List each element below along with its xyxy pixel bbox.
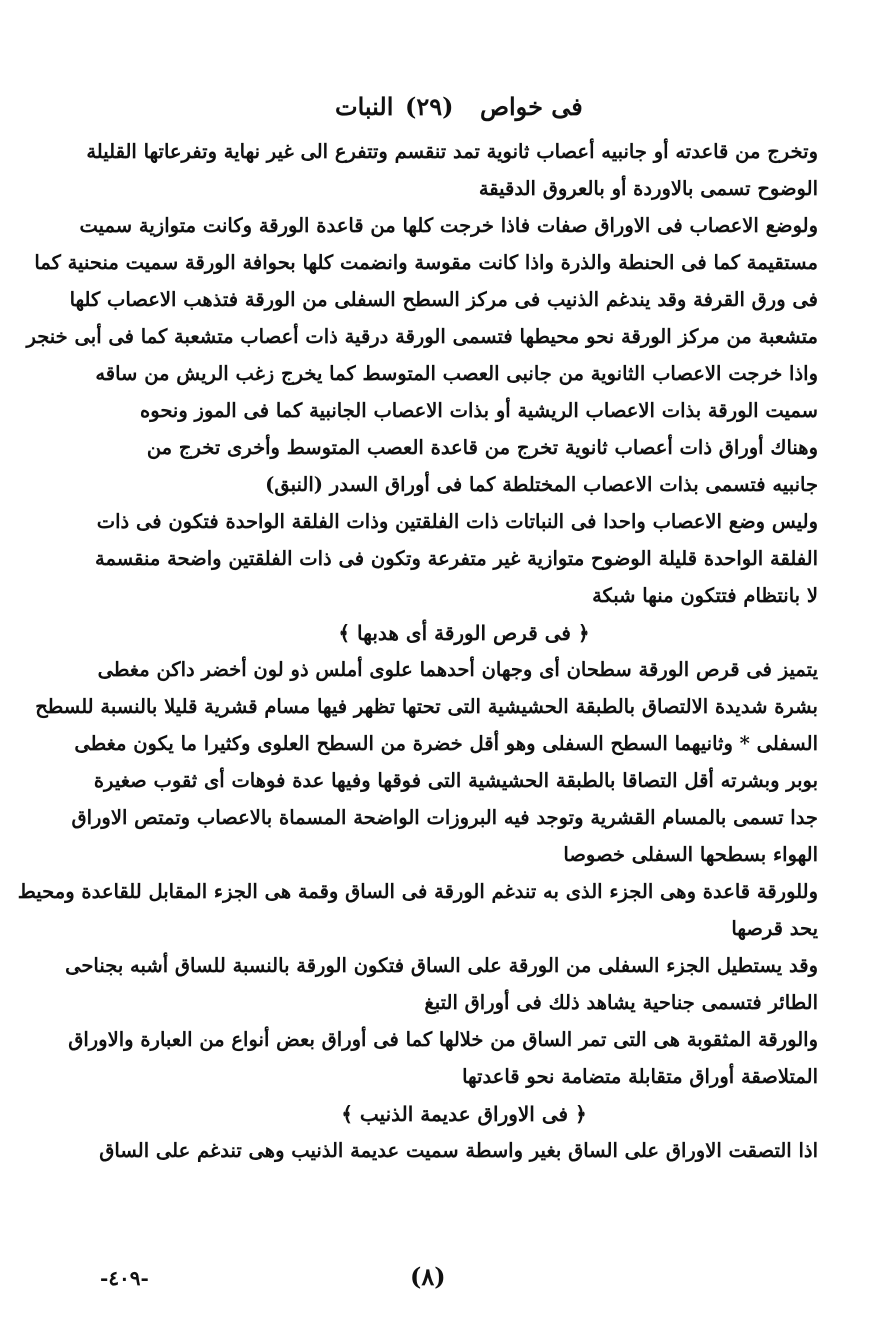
text-line: سميت الورقة بذات الاعصاب الريشية أو بذات الاعصاب الجانبية كما فى الموز ونحوه xyxy=(140,399,818,422)
text-line: جانبيه فتسمى بذات الاعصاب المختلطة كما فى أوراق السدر (النبق) xyxy=(265,473,818,496)
page-footer xyxy=(0,1262,877,1298)
header-subject: النبات xyxy=(335,92,394,121)
section-heading: ﴿ فى قرص الورقة أى هدبها ﴾ xyxy=(338,621,590,645)
text-line: السفلى * وثانيهما السطح السفلى وهو أقل خضرة من السطح العلوى وكثيرا ما يكون مغطى xyxy=(74,732,818,755)
text-line: مستقيمة كما فى الحنطة والذرة واذا كانت مقوسة وانضمت كلها بحوافة الورقة سميت منحنية كما xyxy=(34,251,818,274)
running-header xyxy=(0,92,877,132)
text-line: الهواء بسطحها السفلى خصوصا xyxy=(563,843,818,866)
text-line: لا بانتظام فتتكون منها شبكة xyxy=(592,584,818,607)
text-line: والورقة المثقوبة هى التى تمر الساق من خلالها كما فى أوراق بعض أنواع من العبارة والاوراق xyxy=(68,1028,818,1051)
text-line: متشعبة من مركز الورقة نحو محيطها فتسمى الورقة درقية ذات أعصاب متشعبة كما فى أبى خنجر xyxy=(26,325,818,348)
text-line: المتلاصقة أوراق متقابلة متضامة نحو قاعدتها xyxy=(462,1065,818,1088)
text-line: وقد يستطيل الجزء السفلى من الورقة على الساق فتكون الورقة بالنسبة للساق أشبه بجناحى xyxy=(65,954,818,977)
text-line: واذا خرجت الاعصاب الثانوية من جانبى العصب المتوسط كما يخرج زغب الريش من ساقه xyxy=(95,362,818,385)
text-line: اذا التصقت الاوراق على الساق بغير واسطة سميت عديمة الذنيب وهى تندغم على الساق xyxy=(99,1139,818,1162)
header-page-number: (٢٩) xyxy=(405,92,454,121)
section-heading: ﴿ فى الاوراق عديمة الذنيب ﴾ xyxy=(341,1102,587,1126)
text-line: وتخرج من قاعدته أو جانبيه أعصاب ثانوية تمد تنقسم وتتفرع الى غير نهاية وتفرعاتها القليلة xyxy=(86,140,818,163)
body-text xyxy=(17,140,818,1176)
signature-mark: (٨) xyxy=(410,1262,446,1291)
text-line: وليس وضع الاعصاب واحدا فى النباتات ذات الفلقتين وذات الفلقة الواحدة فتكون فى ذات xyxy=(96,510,818,533)
text-line: فى ورق القرفة وقد يندغم الذنيب فى مركز السطح السفلى من الورقة فتذهب الاعصاب كلها xyxy=(69,288,818,311)
text-line: وهناك أوراق ذات أعصاب ثانوية تخرج من قاعدة العصب المتوسط وأخرى تخرج من xyxy=(146,436,818,459)
text-line: بوبر وبشرته أقل التصاقا بالطبقة الحشيشية التى فوقها وفيها عدة فوهات أى ثقوب صغيرة xyxy=(93,769,818,792)
text-line: جدا تسمى بالمسام القشرية وتوجد فيه البروزات الواضحة المسماة بالاعصاب وتمتص الاوراق xyxy=(71,806,818,829)
text-line: الوضوح تسمى بالاوردة أو بالعروق الدقيقة xyxy=(478,177,818,200)
text-line: بشرة شديدة الالتصاق بالطبقة الحشيشية التى تحتها تظهر فيها مسام قشرية قليلا بالنسبة للسطح xyxy=(35,695,818,718)
text-line: ولوضع الاعصاب فى الاوراق صفات فاذا خرجت كلها من قاعدة الورقة وكانت متوازية سميت xyxy=(79,214,818,237)
folio-number: -٤٠٩- xyxy=(100,1266,149,1290)
text-line: يتميز فى قرص الورقة سطحان أى وجهان أحدهما علوى أملس ذو لون أخضر داكن مغطى xyxy=(97,658,818,681)
text-line: الطائر فتسمى جناحية يشاهد ذلك فى أوراق التبغ xyxy=(424,991,818,1014)
header-section: فى خواص xyxy=(480,92,583,121)
text-line: يحد قرصها xyxy=(731,917,818,940)
text-line: وللورقة قاعدة وهى الجزء الذى به تندغم الورقة فى الساق وقمة هى الجزء المقابل للقاعدة ومحيط xyxy=(17,880,818,903)
text-line: الفلقة الواحدة قليلة الوضوح متوازية غير متفرعة وتكون فى ذات الفلقتين واضحة منقسمة xyxy=(95,547,818,570)
